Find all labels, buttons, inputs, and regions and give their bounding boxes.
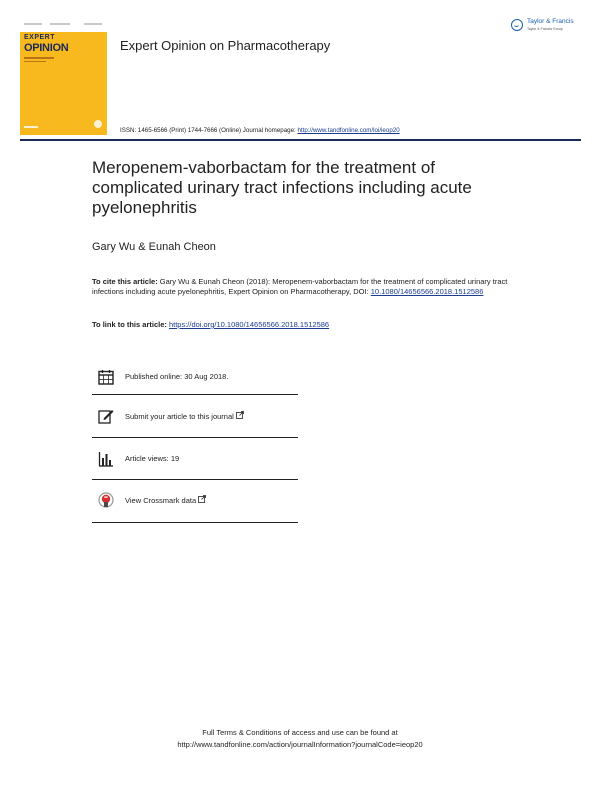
cover-decoration <box>24 57 54 59</box>
crossmark-icon <box>98 492 114 508</box>
header-divider <box>20 139 581 141</box>
divider <box>92 394 298 395</box>
journal-title: Expert Opinion on Pharmacotherapy <box>120 38 331 53</box>
submit-article-link[interactable] <box>125 411 244 421</box>
footer-terms-link[interactable]: http://www.tandfonline.com/action/journalInformation?journalCode=ieop20 <box>177 740 423 749</box>
cover-title-line1: EXPERT <box>24 34 56 41</box>
issn-text: ISSN: 1465-6566 (Print) 1744-7666 (Online) Journal homepage: <box>120 127 298 134</box>
external-link-icon <box>236 411 244 419</box>
crossmark-row[interactable] <box>98 492 298 506</box>
edit-icon <box>98 408 114 424</box>
divider <box>92 437 298 438</box>
cite-text: Gary Wu & Eunah Cheon (2018): Meropenem-vaborbactam for the treatment of complicated urinary tract infections including acute pyelonephritis, Expert Opinion on Pharmacotherapy, DOI: <box>92 277 508 296</box>
cover-decoration <box>24 61 46 62</box>
calendar-icon <box>98 369 114 385</box>
footer-terms: Full Terms & Conditions of access and use can be found at <box>202 728 398 737</box>
external-link-icon <box>198 495 206 503</box>
cover-badge <box>94 120 102 128</box>
divider <box>92 522 298 523</box>
views-row <box>98 451 298 465</box>
cite-label: To cite this article: <box>92 277 158 286</box>
link-label: To link to this article: <box>92 320 169 329</box>
link-block <box>92 320 512 330</box>
issn-line <box>120 127 400 134</box>
cite-doi-link[interactable]: 10.1080/14656566.2018.1512586 <box>370 287 484 296</box>
published-date: Published online: 30 Aug 2018. <box>125 372 229 381</box>
cover-top-strip <box>20 20 107 32</box>
published-row <box>98 369 298 383</box>
citation-block <box>92 277 512 297</box>
crossmark-label: View Crossmark data <box>125 496 197 505</box>
cover-title-line2: OPINION <box>24 42 69 54</box>
publisher-name: Taylor & Francis <box>527 18 574 25</box>
footer <box>0 727 600 751</box>
article-views: Article views: 19 <box>125 454 180 463</box>
journal-cover <box>20 20 107 135</box>
crossmark-link[interactable] <box>125 495 206 505</box>
submit-article-label: Submit your article to this journal <box>125 412 234 421</box>
publisher-logo <box>511 18 581 36</box>
article-doi-link[interactable]: https://doi.org/10.1080/14656566.2018.1512586 <box>168 320 330 329</box>
submit-row[interactable] <box>98 408 298 422</box>
divider <box>92 479 298 480</box>
cover-decoration <box>24 126 38 128</box>
publisher-logo-icon <box>511 19 523 31</box>
bar-chart-icon <box>98 451 114 467</box>
article-title: Meropenem-vaborbactam for the treatment of complicated urinary tract infections including acute pyelonephritis <box>92 158 472 217</box>
journal-homepage-link[interactable]: http://www.tandfonline.com/loi/ieop20 <box>297 127 400 134</box>
publisher-subname: Taylor & Francis Group <box>527 27 563 31</box>
article-authors: Gary Wu & Eunah Cheon <box>92 241 216 253</box>
